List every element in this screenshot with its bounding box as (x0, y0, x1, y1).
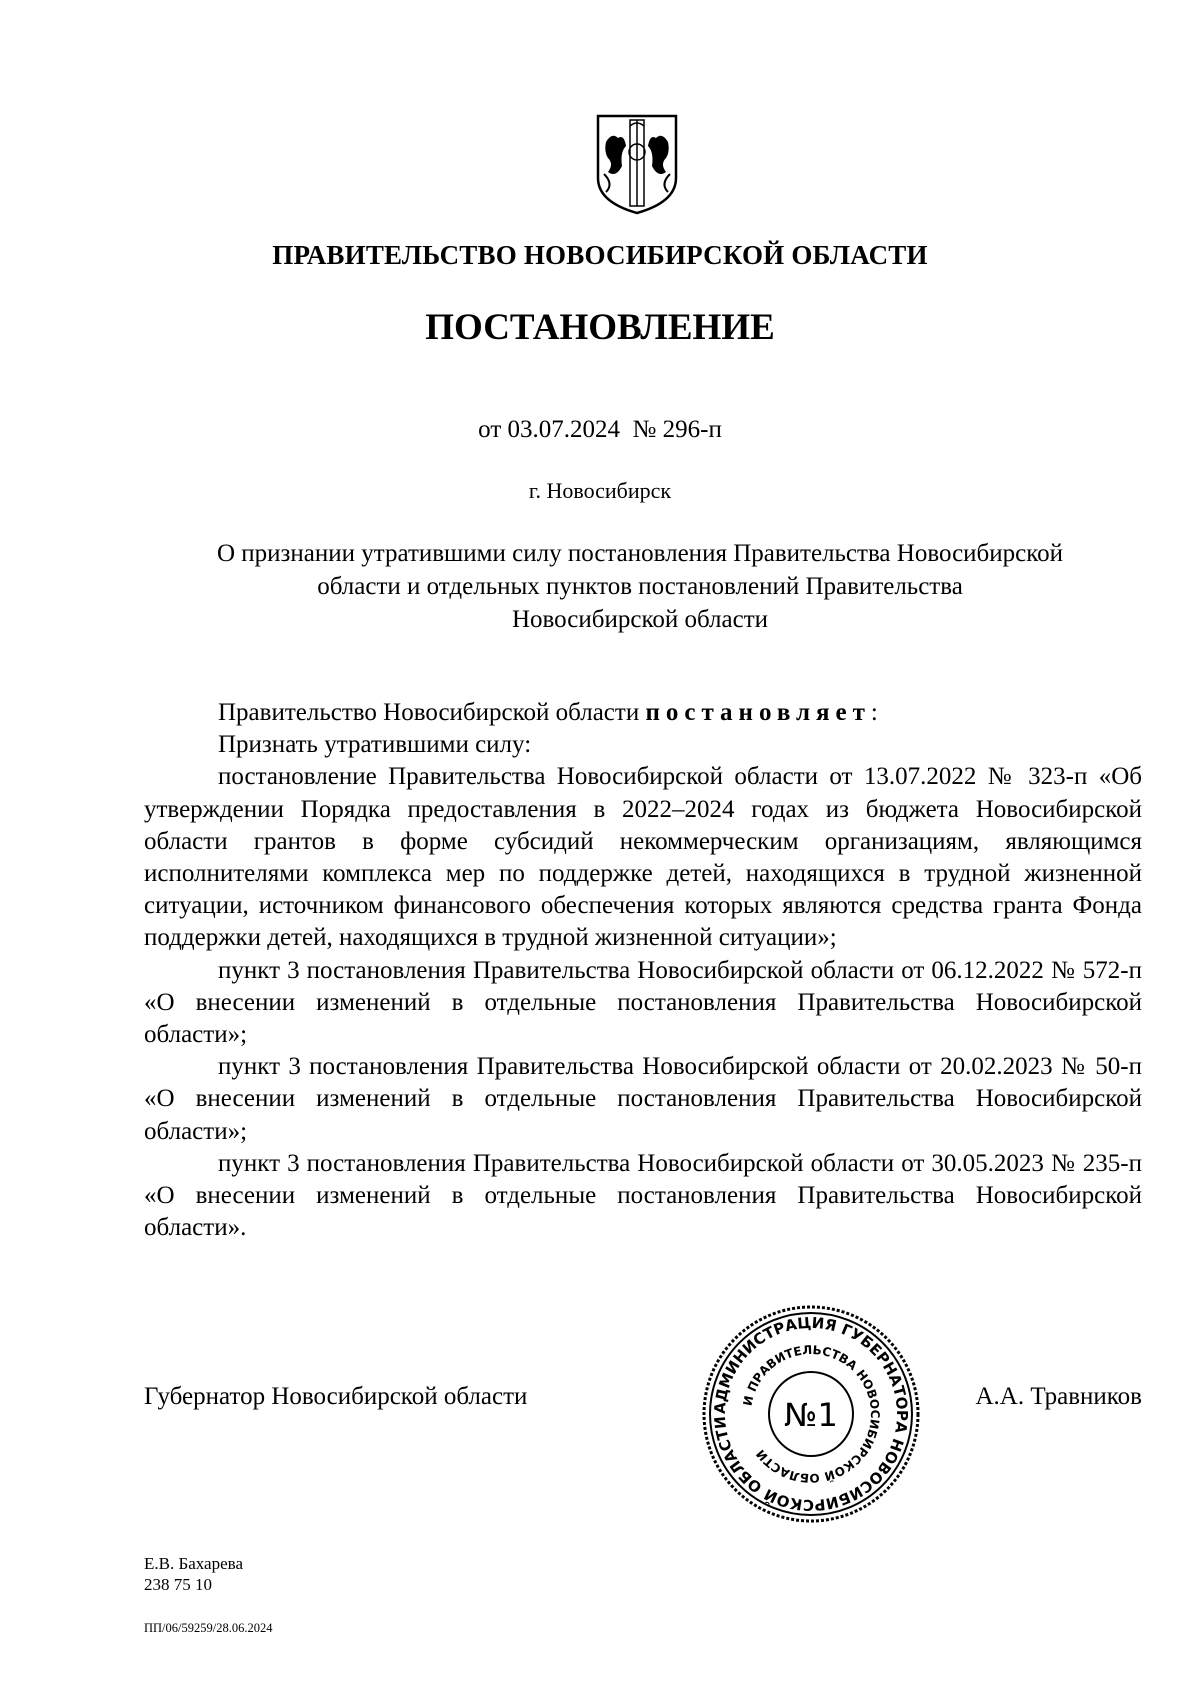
subject-line: области и отдельных пунктов постановлений Правительства (317, 573, 963, 600)
repealed-item: постановление Правительства Новосибирской области от 13.07.2022 № 323-п «Об утверждении Порядка предоставления в 2022–2024 годах из бюджета Новосибирской области грантов в форме субсидий некоммерческим организациям, являющимся исполнителями комплекса мер по поддержке детей, находящихся в трудной жизненной ситуации, источником финансового обеспечения которых являются средства гранта Фонда поддержки детей, находящихся в трудной жизненной ситуации»; (144, 763, 1142, 952)
executor-phone: 238 75 10 (144, 1575, 212, 1594)
subject-line: Новосибирской области (511, 606, 769, 633)
repealed-item: пункт 3 постановления Правительства Новосибирской области от 06.12.2022 № 572-п «О внесении изменений в отдельные постановления Правительства Новосибирской области»; (144, 956, 1142, 1049)
repealed-item: пункт 3 постановления Правительства Новосибирской области от 30.05.2023 № 235-п «О внесении изменений в отдельные постановления Правительства Новосибирской области». (144, 1149, 1142, 1242)
document-code: ПП/06/59259/28.06.2024 (144, 1621, 273, 1635)
city-line: г. Новосибирск (528, 478, 672, 503)
signer-name: А.А. Травников (975, 1383, 1142, 1410)
coat-of-arms-icon (594, 112, 680, 216)
recognize-paragraph: Признать утратившими силу: (218, 731, 532, 759)
executor-block (144, 1553, 243, 1595)
document-type: ПОСТАНОВЛЕНИЕ (425, 307, 775, 348)
seal-outer-text: АДМИНИСТРАЦИЯ ГУБЕРНАТОРА НОВОСИБИРСКОЙ ОБЛАСТИ (710, 1313, 912, 1515)
intro-text: Правительство Новосибирской области (218, 699, 646, 726)
document-body (144, 697, 1142, 1244)
date-number-line: от 03.07.2024 № 296-п (478, 416, 722, 443)
intro-colon: : (870, 699, 878, 726)
repealed-item: пункт 3 постановления Правительства Новосибирской области от 20.02.2023 № 50-п «О внесении изменений в отдельные постановления Правительства Новосибирской области»; (144, 1053, 1142, 1145)
organization-title: ПРАВИТЕЛЬСТВО НОВОСИБИРСКОЙ ОБЛАСТИ (272, 240, 928, 270)
seal-inner-text: И ПРАВИТЕЛЬСТВА НОВОСИБИРСКОЙ ОБЛАСТИ (740, 1342, 883, 1486)
seal-number: №1 (784, 1396, 838, 1434)
decree-verb: постановляет (645, 699, 871, 726)
document-subject (150, 537, 1130, 636)
intro-paragraph (144, 697, 1142, 729)
executor-name: Е.В. Бахарева (144, 1554, 243, 1573)
subject-line: О признании утратившими силу постановления Правительства Новосибирской (216, 540, 1064, 567)
official-seal-icon (700, 1303, 922, 1525)
signer-role: Губернатор Новосибирской области (144, 1383, 528, 1410)
